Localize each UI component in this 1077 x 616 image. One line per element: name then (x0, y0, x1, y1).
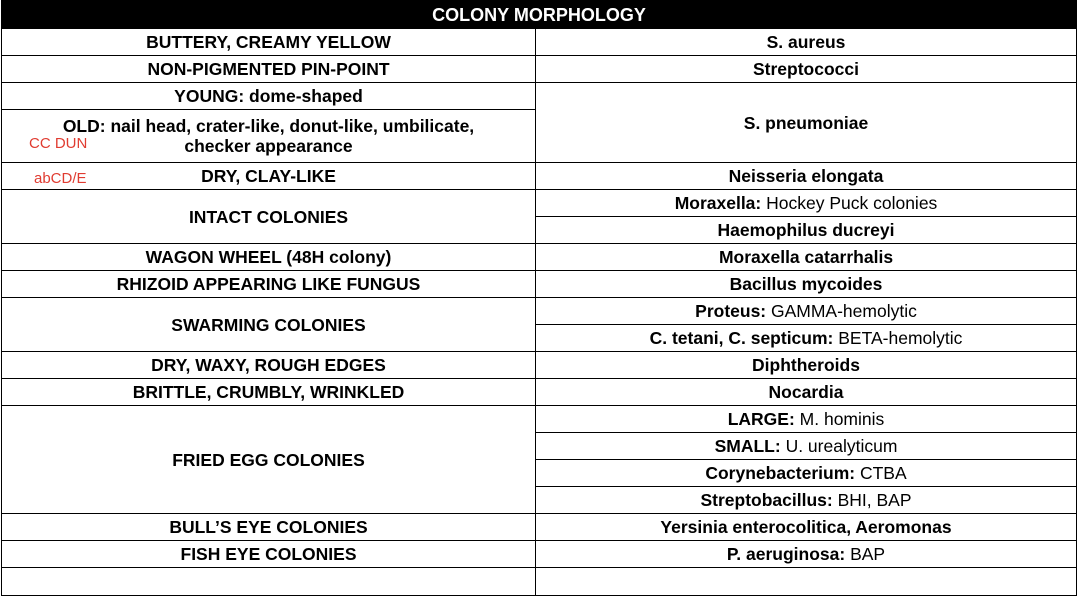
organism-cell: Neisseria elongata (536, 163, 1077, 190)
morphology-cell: BULL’S EYE COLONIES (2, 514, 536, 541)
table-row (2, 163, 1077, 190)
morphology-cell: RHIZOID APPEARING LIKE FUNGUS (2, 271, 536, 298)
table-row (2, 406, 1077, 433)
organism-cell: S. pneumoniae (536, 83, 1077, 163)
morphology-cell: FRIED EGG COLONIES (2, 406, 536, 514)
organism-cell: Haemophilus ducreyi (536, 217, 1077, 244)
table-row (2, 244, 1077, 271)
table-row (2, 190, 1077, 217)
organism-cell: Streptococci (536, 56, 1077, 83)
morphology-cell: FISH EYE COLONIES (2, 541, 536, 568)
morphology-cell: BUTTERY, CREAMY YELLOW (2, 29, 536, 56)
table-row (2, 541, 1077, 568)
morphology-cell: SWARMING COLONIES (2, 298, 536, 352)
table-title: COLONY MORPHOLOGY (2, 1, 1077, 29)
organism-cell: Nocardia (536, 379, 1077, 406)
morphology-cell: NON-PIGMENTED PIN-POINT (2, 56, 536, 83)
table-row (2, 271, 1077, 298)
organism-cell: Moraxella catarrhalis (536, 244, 1077, 271)
organism-cell (536, 568, 1077, 596)
morphology-cell: INTACT COLONIES (2, 190, 536, 244)
organism-cell: Streptobacillus: BHI, BAP (536, 487, 1077, 514)
organism-cell: C. tetani, C. septicum: BETA-hemolytic (536, 325, 1077, 352)
organism-cell: LARGE: M. hominis (536, 406, 1077, 433)
table-row (2, 56, 1077, 83)
table-row (2, 29, 1077, 56)
table-row (2, 568, 1077, 596)
morphology-cell: WAGON WHEEL (48H colony) (2, 244, 536, 271)
table-row (2, 298, 1077, 325)
morphology-cell: DRY, WAXY, ROUGH EDGES (2, 352, 536, 379)
organism-cell: Diphtheroids (536, 352, 1077, 379)
organism-cell: SMALL: U. urealyticum (536, 433, 1077, 460)
morphology-cell-old: OLD: nail head, crater-like, donut-like, umbilicate, checker appearance CC DUN (2, 110, 536, 163)
morphology-cell: BRITTLE, CRUMBLY, WRINKLED (2, 379, 536, 406)
colony-morphology-table (1, 0, 1077, 596)
organism-cell: Corynebacterium: CTBA (536, 460, 1077, 487)
table-row (2, 83, 1077, 110)
table-row (2, 379, 1077, 406)
organism-cell: Proteus: GAMMA-hemolytic (536, 298, 1077, 325)
handwritten-note: abCD/E (34, 170, 87, 187)
handwritten-note: CC DUN (29, 135, 88, 152)
table-row (2, 352, 1077, 379)
organism-cell: Bacillus mycoides (536, 271, 1077, 298)
morphology-cell: DRY, CLAY-LIKE abCD/E (2, 163, 536, 190)
table-row (2, 514, 1077, 541)
organism-cell: Moraxella: Hockey Puck colonies (536, 190, 1077, 217)
organism-cell: P. aeruginosa: BAP (536, 541, 1077, 568)
organism-cell: Yersinia enterocolitica, Aeromonas (536, 514, 1077, 541)
organism-cell: S. aureus (536, 29, 1077, 56)
morphology-cell-young: YOUNG: dome-shaped (2, 83, 536, 110)
morphology-cell (2, 568, 536, 596)
